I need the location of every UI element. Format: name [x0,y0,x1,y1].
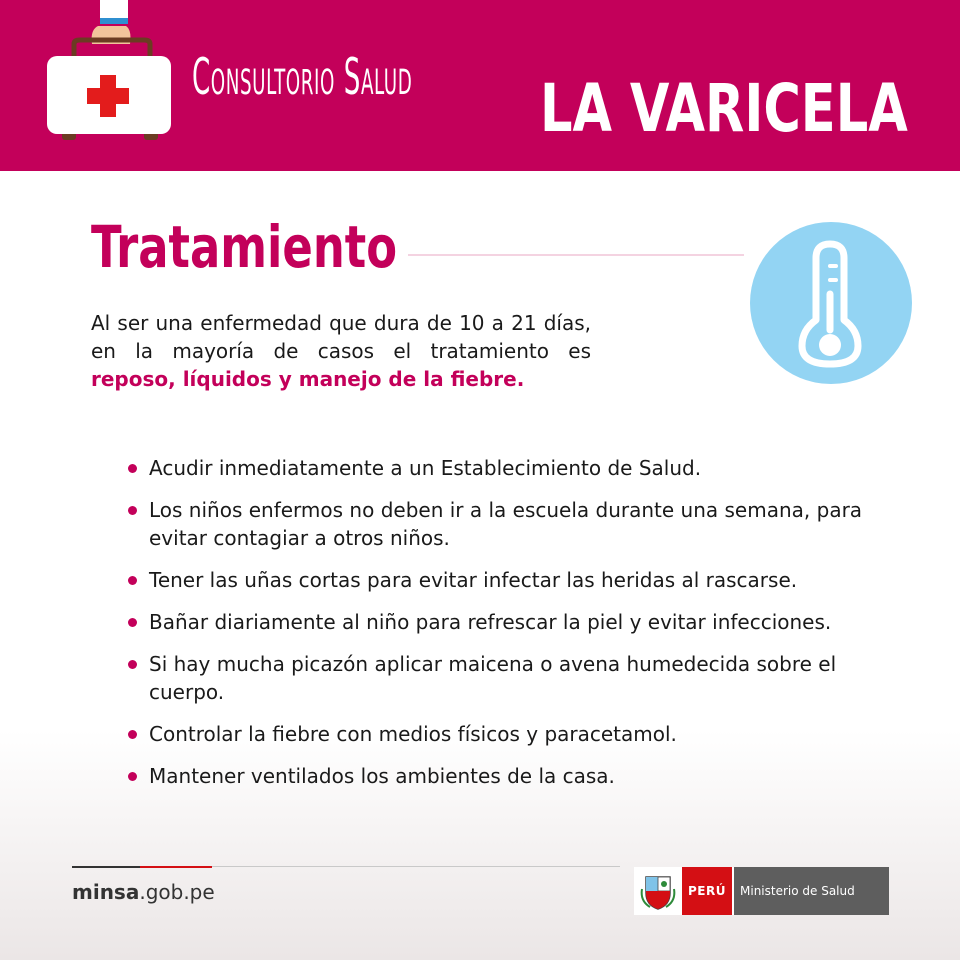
footer-rule-red [140,866,212,868]
first-aid-kit-icon [40,0,180,145]
government-logo [634,867,889,915]
intro-paragraph [91,309,591,393]
list-item [128,608,898,636]
bullet-icon [128,506,137,515]
footer-rule-light [212,866,620,867]
list-item-text: Tener las uñas cortas para evitar infectar las heridas al rascarse. [149,568,798,592]
list-item [128,454,898,482]
website-link[interactable] [72,880,215,904]
country-label: PERÚ [682,867,732,915]
list-item-text: Acudir inmediatamente a un Establecimiento de Salud. [149,456,702,480]
bullet-icon [128,730,137,739]
list-item-text: Bañar diariamente al niño para refrescar la piel y evitar infecciones. [149,610,832,634]
bullet-icon [128,464,137,473]
bullet-icon [128,772,137,781]
bullet-icon [128,576,137,585]
list-item [128,566,898,594]
list-item [128,720,898,748]
thermometer-badge [750,222,912,384]
recommendation-list [128,454,898,804]
website-domain-bold: minsa [72,880,140,904]
header-banner [0,0,960,171]
website-domain-rest: .gob.pe [139,880,215,904]
page-headline: LA VARICELA [540,70,908,147]
bullet-icon [128,660,137,669]
list-item [128,650,898,706]
coat-of-arms-icon [634,867,682,915]
brand-name: Consultorio Salud [192,48,413,106]
title-divider [408,254,744,256]
intro-highlight: reposo, líquidos y manejo de la fiebre. [91,367,525,391]
section-title: Tratamiento [91,213,398,281]
list-item-text: Los niños enfermos no deben ir a la escuela durante una semana, para evitar contagiar a otros niños. [149,498,863,550]
list-item-text: Mantener ventilados los ambientes de la casa. [149,764,615,788]
list-item-text: Si hay mucha picazón aplicar maicena o avena humedecida sobre el cuerpo. [149,652,837,704]
list-item [128,496,898,552]
intro-text: Al ser una enfermedad que dura de 10 a 21 días, en la mayoría de casos el tratamiento es [91,311,591,363]
ministry-label: Ministerio de Salud [734,867,889,915]
list-item [128,762,898,790]
footer-rule-dark [72,866,140,868]
thermometer-icon [750,222,912,384]
bullet-icon [128,618,137,627]
list-item-text: Controlar la fiebre con medios físicos y paracetamol. [149,722,677,746]
